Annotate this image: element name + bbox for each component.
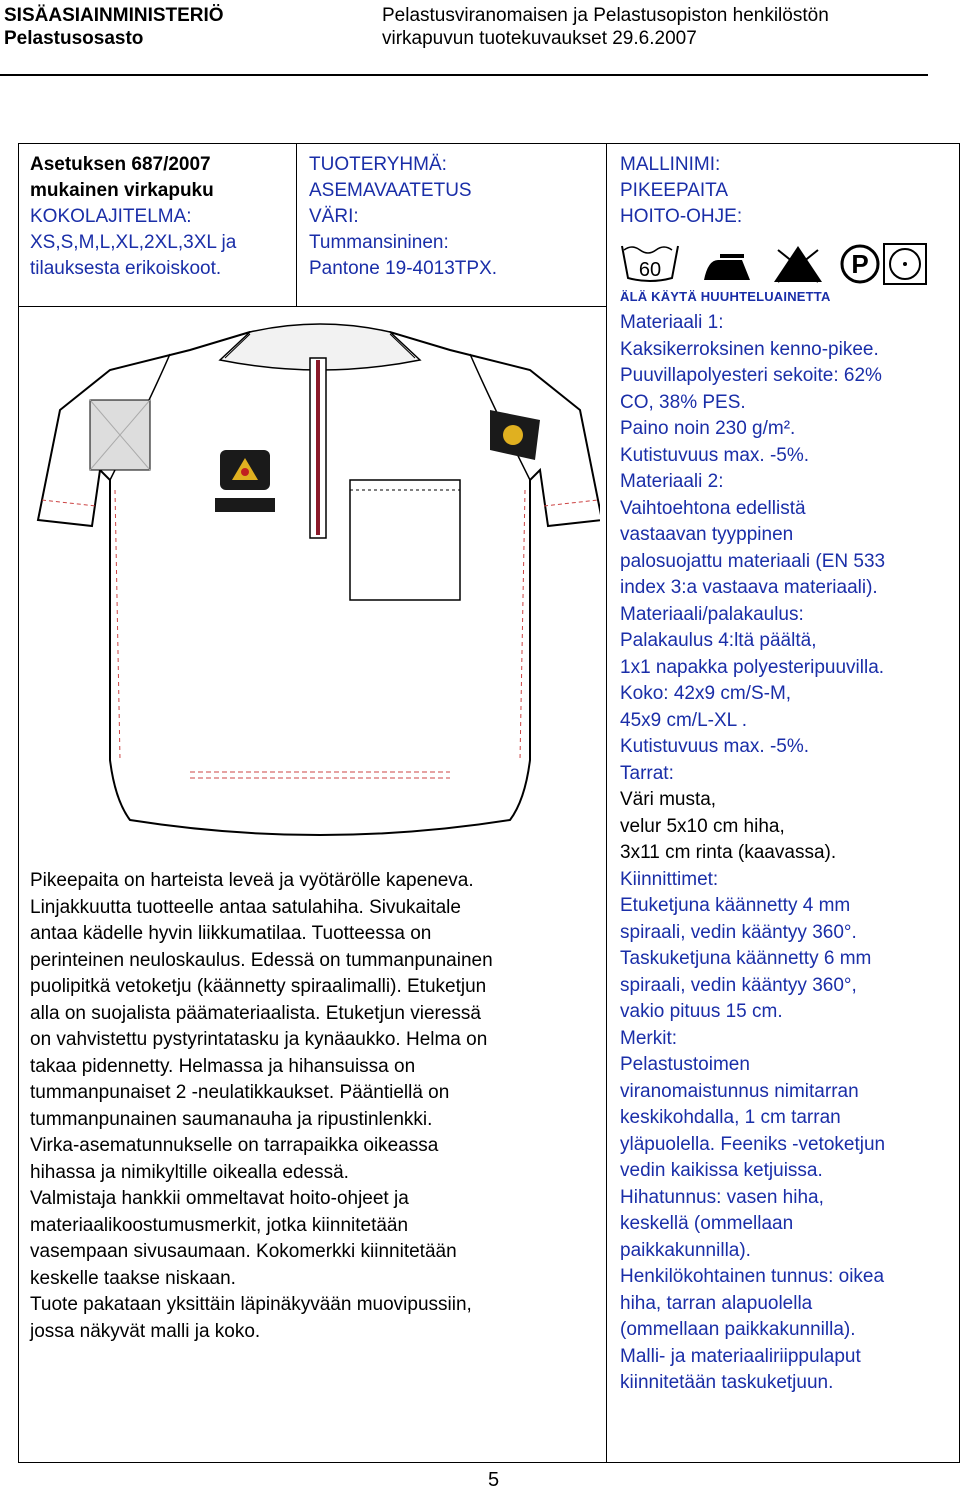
header-department: Pelastusosasto [4, 28, 144, 49]
regulation-label-cont: mukainen virkapuku [30, 180, 214, 201]
wash-60-icon [622, 246, 678, 281]
spec-line: spiraali, vedin kääntyy 360°, [620, 974, 857, 996]
dryclean-p-icon [842, 246, 878, 282]
spec-line: keskellä (ommellaan [620, 1213, 794, 1234]
spec-line: Paino noin 230 g/m². [620, 418, 796, 439]
svg-text:P: P [851, 249, 869, 279]
regulation-label: Asetuksen 687/2007 [30, 154, 211, 175]
description-line: Pikeepaita on harteista leveä ja vyötärölle kapeneva. [30, 870, 474, 891]
spec-line: 3x11 cm rinta (kaavassa). [620, 842, 837, 863]
polo-shirt-drawing [20, 320, 600, 868]
spec-line: vakio pituus 15 cm. [620, 1001, 783, 1022]
description-line: keskelle taakse niskaan. [30, 1267, 236, 1289]
size-range-cell [30, 152, 236, 282]
header-document-title [382, 4, 829, 50]
care-label: HOITO-OHJE: [620, 206, 743, 227]
model-label: MALLINIMI: [620, 154, 721, 175]
size-range-value-cont: tilauksesta erikoiskoot. [30, 258, 222, 279]
spec-line: (ommellaan paikkakunnilla). [620, 1319, 856, 1340]
spec-line: velur 5x10 cm hiha, [620, 815, 785, 837]
header-ministry: SISÄASIAINMINISTERIÖ [4, 5, 224, 26]
spec-line: CO, 38% PES. [620, 391, 746, 413]
description-line: vasempaan sivusaumaan. Kokomerkki kiinnitetään [30, 1241, 457, 1262]
spec-line: viranomaistunnus nimitarran [620, 1080, 859, 1102]
color-label: VÄRI: [309, 206, 359, 227]
spec-line: Koko: 42x9 cm/S-M, [620, 683, 792, 704]
spec-line: Henkilökohtainen tunnus: oikea [620, 1266, 885, 1287]
description-line: tummanpunaiset 2 -neulatikkaukset. Pääntiellä on [30, 1082, 450, 1103]
spec-line: spiraali, vedin kääntyy 360°. [620, 921, 857, 943]
description-line: Valmistaja hankkii ommeltavat hoito-ohjeet ja [30, 1188, 409, 1209]
description-line: on vahvistettu pystyrintatasku ja kynäaukko. Helma on [30, 1029, 488, 1050]
product-group-value: ASEMAVAATETUS [309, 180, 472, 201]
size-range-value: XS,S,M,L,XL,2XL,3XL ja [30, 232, 237, 253]
spec-line: paikkakunnilla). [620, 1239, 751, 1261]
spec-heading-material-1: Materiaali 1: [620, 312, 724, 333]
color-value: Tummansininen: [309, 232, 449, 253]
spec-heading-fasteners: Kiinnittimet: [620, 868, 719, 890]
description-line: Tuote pakataan yksittäin läpinäkyvään muovipussiin, [30, 1294, 472, 1315]
page-number: 5 [488, 1469, 500, 1491]
care-symbols [620, 240, 930, 288]
description-line: antaa kädelle hyvin liikkumatilaa. Tuotteessa on [30, 923, 432, 944]
product-group-label: TUOTERYHMÄ: [309, 154, 447, 175]
no-bleach-icon [774, 246, 822, 282]
description-line: takaa pidennetty. Helmassa ja hihansuissa on [30, 1055, 416, 1077]
spec-line: Etuketjuna käännetty 4 mm [620, 895, 851, 916]
spec-line: Kutistuvuus max. -5%. [620, 444, 810, 466]
header-rule [0, 74, 928, 76]
description-line: alla on suojalista päämateriaalista. Etuketjun vieressä [30, 1002, 481, 1024]
description-line: perinteinen neuloskaulus. Edessä on tummanpunainen [30, 949, 493, 971]
care-note: ÄLÄ KÄYTÄ HUUHTELUAINETTA [620, 289, 831, 304]
description-line: Linjakkuutta tuotteelle antaa satulahiha. Sivukaitale [30, 896, 461, 918]
table-divider-2 [606, 143, 607, 1462]
spec-line: vedin kaikissa ketjuissa. [620, 1160, 823, 1181]
spec-line: index 3:a vastaava materiaali). [620, 577, 878, 598]
color-pantone: Pantone 19-4013TPX. [309, 258, 498, 279]
model-cell [620, 152, 742, 230]
iron-icon [704, 254, 750, 280]
wash-temp-text: 60 [638, 259, 662, 281]
spec-line: 45x9 cm/L-XL . [620, 709, 748, 731]
spec-line: Puuvillapolyesteri sekoite: 62% [620, 365, 882, 386]
spec-heading-marks: Merkit: [620, 1027, 677, 1049]
spec-line: Vaihtoehtona edellistä [620, 497, 806, 519]
model-value: PIKEEPAITA [620, 180, 729, 201]
spec-line: kiinnitetään taskuketjuun. [620, 1372, 834, 1393]
description-line: materiaalikoostumusmerkit, jotka kiinnitetään [30, 1214, 409, 1236]
spec-line: Väri musta, [620, 789, 717, 810]
spec-heading-collar: Materiaali/palakaulus: [620, 603, 804, 625]
tumble-dry-icon [884, 244, 926, 284]
spec-line: Taskuketjuna käännetty 6 mm [620, 948, 872, 969]
table-divider-row [18, 306, 606, 307]
spec-line: Pelastustoimen [620, 1054, 750, 1075]
material-specs [620, 310, 885, 1397]
sleeve-velcro-patch [90, 400, 150, 470]
spec-line: Hihatunnus: vasen hiha, [620, 1186, 824, 1208]
header-title-line2: virkapuvun tuotekuvaukset 29.6.2007 [382, 28, 697, 49]
spec-line: palosuojattu materiaali (EN 533 [620, 550, 886, 572]
header-title-line1: Pelastusviranomaisen ja Pelastusopiston henkilöstön [382, 5, 829, 26]
spec-line: Palakaulus 4:ltä päältä, [620, 630, 817, 651]
spec-line: yläpuolella. Feeniks -vetoketjun [620, 1133, 886, 1155]
spec-line: Malli- ja materiaaliriippulaput [620, 1345, 861, 1367]
product-description [30, 868, 493, 1345]
description-line: tummanpunainen saumanauha ja ripustinlenkki. [30, 1108, 433, 1130]
table-divider-1 [296, 143, 297, 306]
product-group-cell [309, 152, 497, 282]
spec-line: vastaavan tyyppinen [620, 524, 794, 545]
spec-line: hiha, tarran alapuolella [620, 1292, 813, 1314]
chest-emblem [215, 450, 275, 512]
description-line: hihassa ja nimikyltille oikealla edessä. [30, 1161, 349, 1183]
spec-line: Kaksikerroksinen kenno-pikee. [620, 338, 879, 360]
description-line: Virka-asematunnukselle on tarrapaikka oikeassa [30, 1135, 439, 1156]
spec-heading-patches: Tarrat: [620, 762, 674, 784]
size-range-label: KOKOLAJITELMA: [30, 206, 192, 227]
header-organization [4, 4, 224, 50]
spec-line: keskikohdalla, 1 cm tarran [620, 1107, 841, 1128]
spec-line: 1x1 napakka polyesteripuuvilla. [620, 656, 885, 678]
description-line: jossa näkyvät malli ja koko. [30, 1320, 261, 1342]
description-line: puolipitkä vetoketju (käännetty spiraalimalli). Etuketjun [30, 976, 487, 997]
spec-line: Kutistuvuus max. -5%. [620, 736, 810, 757]
spec-heading-material-2: Materiaali 2: [620, 471, 724, 492]
